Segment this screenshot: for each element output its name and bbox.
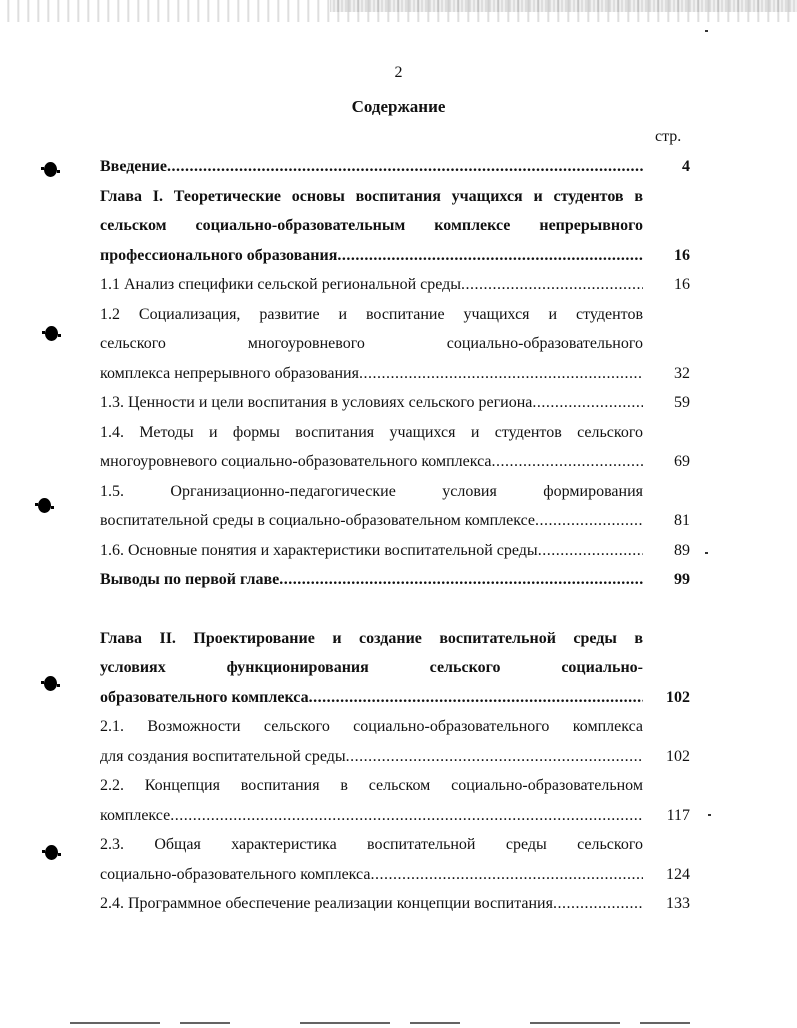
toc-entry-section-2-2 [100, 771, 690, 830]
toc-entry-text: 1.1 Анализ специфики сельской региональной среды [100, 276, 462, 293]
toc-page-number: 4 [682, 158, 690, 175]
toc-entry-text: Введение [100, 158, 167, 175]
toc-page-number: 89 [674, 541, 690, 559]
table-of-contents [100, 152, 690, 919]
toc-page-number: 16 [674, 246, 690, 264]
toc-page-number: 69 [674, 453, 690, 470]
toc-entry-chapter-1 [100, 182, 690, 271]
toc-entry-text: для создания воспитательной среды [100, 747, 346, 765]
scan-speck [705, 552, 708, 554]
toc-entry-text: Глава I. Теоретические основы воспитания учащихся и студентов в [100, 187, 643, 205]
toc-entry-text: 1.2 Социализация, развитие и воспитание учащихся и студентов [100, 305, 643, 323]
page-column-label: стр. [655, 128, 682, 145]
toc-entry-text: сельского многоуровневого социально-образовательного [100, 335, 643, 352]
toc-entry-section-1-3 [100, 388, 690, 418]
toc-entry-text: 1.6. Основные понятия и характеристики воспитательной среды [100, 541, 538, 559]
binding-hole-mark [45, 326, 58, 341]
toc-entry-introduction [100, 152, 690, 182]
toc-entry-chapter-2 [100, 624, 690, 713]
binding-hole-mark [45, 845, 58, 860]
toc-entry-section-1-6 [100, 536, 690, 566]
toc-entry-conclusions-1 [100, 565, 690, 595]
toc-page-number: 32 [674, 364, 690, 382]
toc-entry-text: 1.3. Ценности и цели воспитания в условиях сельского региона [100, 394, 533, 411]
toc-page-number: 117 [666, 806, 690, 824]
toc-page-number: 99 [674, 571, 690, 588]
toc-page-number: 16 [674, 276, 690, 293]
toc-entry-text: Выводы по первой главе [100, 571, 280, 588]
toc-entry-section-1-2 [100, 300, 690, 389]
scan-noise-bottom [70, 1022, 720, 1024]
toc-page-number: 81 [674, 512, 690, 529]
toc-page-number: 59 [674, 394, 690, 411]
section-gap [100, 595, 690, 624]
toc-entry-section-1-1 [100, 270, 690, 300]
toc-entry-text: 1.4. Методы и формы воспитания учащихся и студентов сельского [100, 423, 643, 441]
toc-entry-text: 2.4. Программное обеспечение реализации концепции воспитания [100, 895, 553, 912]
binding-hole-mark [44, 676, 57, 691]
scan-noise-top [0, 0, 797, 22]
toc-entry-text: социально-образовательного комплекса [100, 865, 371, 883]
toc-entry-section-2-1 [100, 712, 690, 771]
toc-entry-section-1-5 [100, 477, 690, 536]
toc-entry-text: сельском социально-образовательным комплексе непрерывного [100, 217, 643, 234]
toc-page-number: 102 [666, 688, 690, 706]
scan-speck [708, 814, 711, 816]
toc-entry-text: многоуровневого социально-образовательного комплекса [100, 453, 492, 470]
binding-hole-mark [44, 162, 57, 177]
toc-entry-text: 2.2. Концепция воспитания в сельском социально-образовательном [100, 777, 643, 794]
toc-entry-text: комплекса непрерывного образования [100, 364, 359, 382]
toc-entry-text: условиях функционирования сельского социально- [100, 659, 643, 676]
toc-page-number: 133 [666, 895, 690, 912]
toc-entry-text: образовательного комплекса [100, 688, 309, 706]
toc-entry-text: воспитательной среды в социально-образовательном комплексе [100, 512, 535, 529]
toc-page-number: 124 [666, 865, 690, 883]
scan-speck [705, 30, 708, 32]
toc-entry-section-2-4 [100, 889, 690, 919]
toc-entry-text: Глава II. Проектирование и создание воспитательной среды в [100, 629, 643, 647]
page-number: 2 [394, 64, 403, 81]
toc-entry-section-1-4 [100, 418, 690, 477]
toc-entry-text: 1.5. Организационно-педагогические условия формирования [100, 482, 643, 500]
toc-entry-text: комплексе [100, 806, 171, 824]
page-title: Содержание [351, 97, 446, 116]
toc-entry-text: 2.3. Общая характеристика воспитательной среды сельского [100, 836, 643, 853]
toc-entry-text: 2.1. Возможности сельского социально-образовательного комплекса [100, 718, 643, 735]
toc-entry-section-2-3 [100, 830, 690, 889]
binding-hole-mark [38, 498, 51, 513]
toc-entry-text: профессионального образования [100, 246, 338, 264]
toc-page-number: 102 [666, 747, 690, 765]
